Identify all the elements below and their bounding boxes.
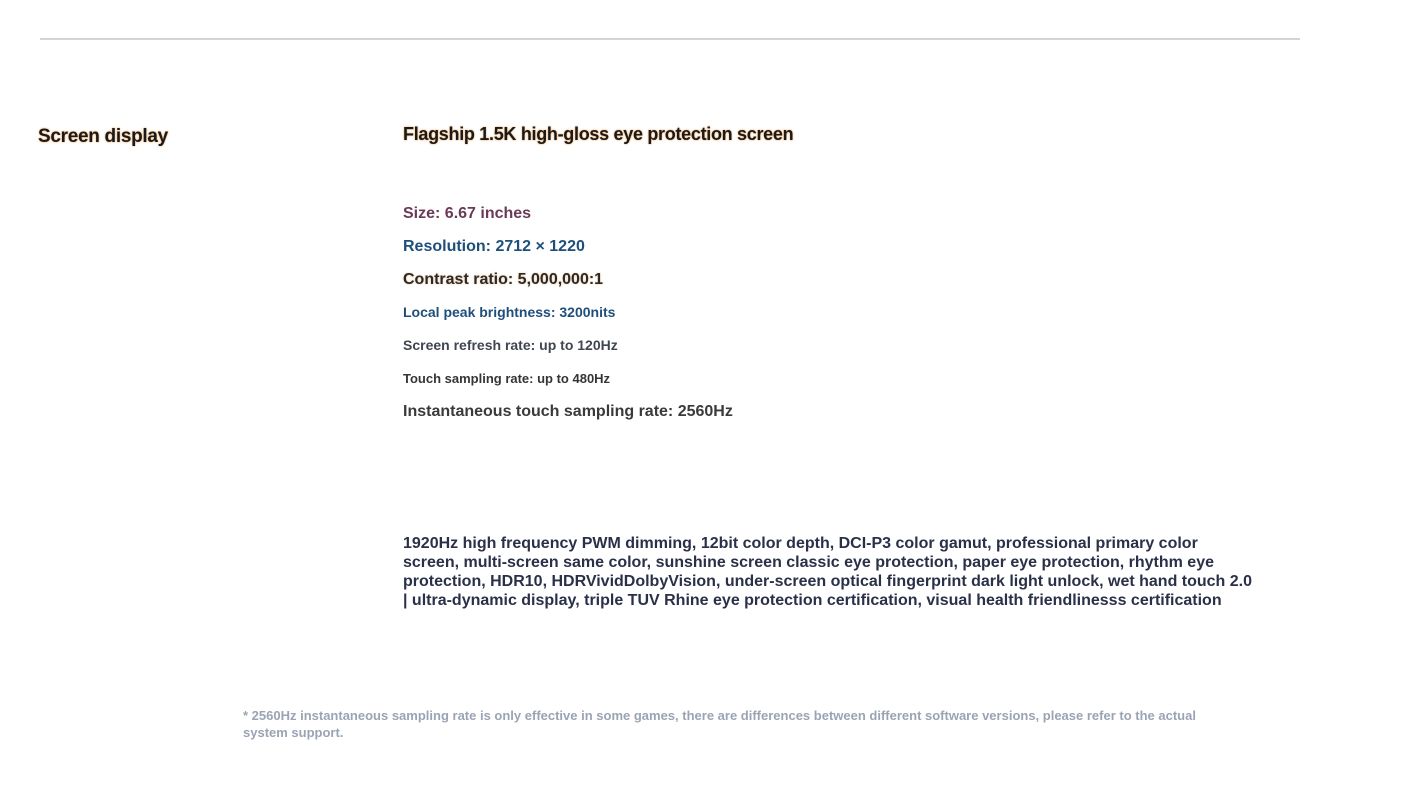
spec-size: Size: 6.67 inches — [403, 205, 532, 222]
display-headline: Flagship 1.5K high-gloss eye protection screen — [403, 124, 794, 144]
spec-instantaneous-touch-sampling: Instantaneous touch sampling rate: 2560Hz — [403, 403, 733, 420]
spec-contrast-ratio: Contrast ratio: 5,000,000:1 — [403, 271, 604, 288]
spec-touch-sampling-rate: Touch sampling rate: up to 480Hz — [403, 371, 611, 386]
spec-refresh-rate: Screen refresh rate: up to 120Hz — [403, 337, 618, 353]
top-divider — [40, 38, 1300, 40]
spec-resolution: Resolution: 2712 × 1220 — [403, 238, 585, 255]
feature-list-paragraph: 1920Hz high frequency PWM dimming, 12bit color depth, DCI-P3 color gamut, professional primary color screen, multi-screen same color, sunshine screen classic eye protection, paper eye protection, rhythm eye protection, HDR10, HDRVividDolbyVision, under-screen optical fingerprint dark light unlock, wet hand touch 2.0 | ultra-dynamic display, triple TUV Rhine eye protection certification, visual health friendlinesss certification — [403, 535, 1253, 609]
footnote: * 2560Hz instantaneous sampling rate is only effective in some games, there are differences between different software versions, please refer to the actual system support. — [243, 708, 1196, 740]
spec-peak-brightness: Local peak brightness: 3200nits — [403, 304, 616, 320]
section-title: Screen display — [38, 126, 168, 147]
